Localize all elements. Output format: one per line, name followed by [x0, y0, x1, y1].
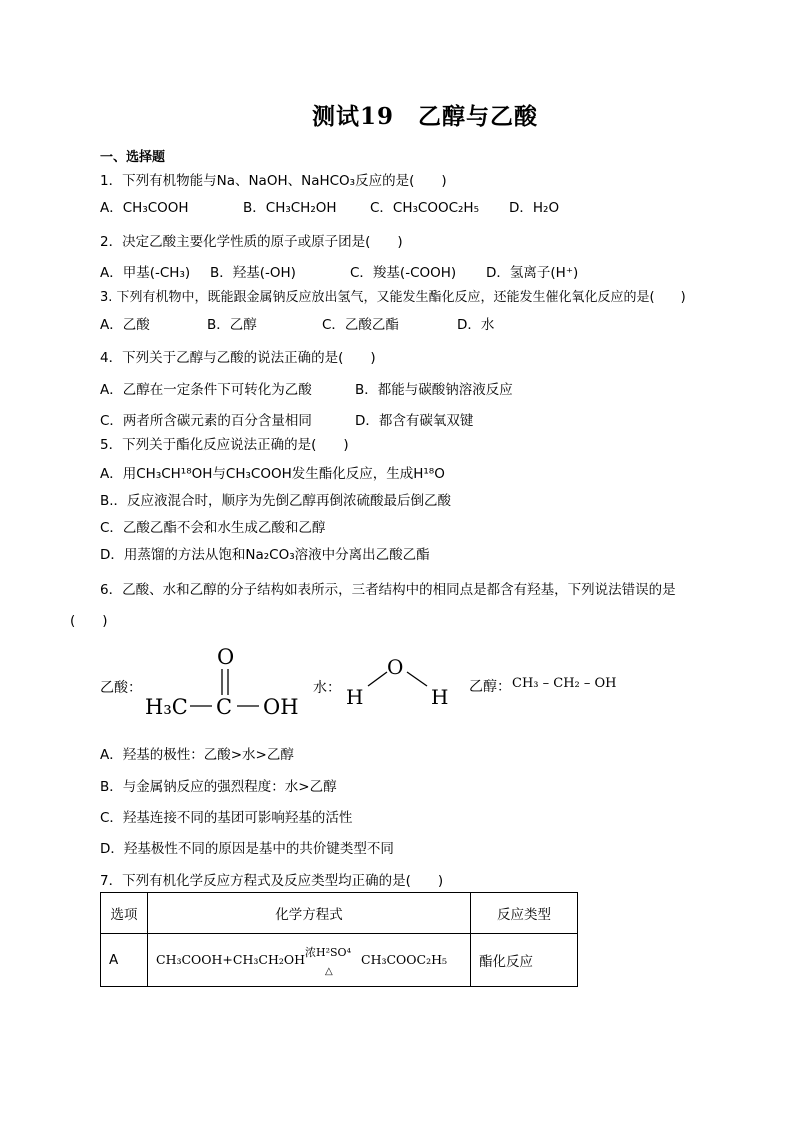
acid-oxygen-atom: O — [217, 645, 235, 669]
header-equation: 化学方程式 — [148, 893, 471, 934]
row-reaction-type: 酯化反应 — [471, 934, 578, 987]
question-2-option-b: B．羟基(-OH) — [210, 265, 296, 281]
question-4-option-b: B．都能与碳酸钠溶液反应 — [355, 382, 513, 398]
question-2-stem: 2．决定乙酸主要化学性质的原子或原子团是( ) — [100, 234, 403, 250]
question-5-option-d: D．用蒸馏的方法从饱和Na₂CO₃溶液中分离出乙酸乙酯 — [100, 547, 430, 563]
row-equation — [148, 934, 471, 987]
water-hydrogen-right: H — [431, 685, 449, 709]
question-4-option-d: D．都含有碳氧双键 — [355, 413, 474, 429]
water-hydrogen-left: H — [346, 685, 364, 709]
question-7-stem: 7．下列有机化学反应方程式及反应类型均正确的是( ) — [100, 873, 444, 889]
acid-hydroxyl-group: OH — [263, 695, 299, 719]
question-6-option-b: B．与金属钠反应的强烈程度：水>乙醇 — [100, 779, 337, 795]
catalyst-label: 浓H²SO⁴ — [305, 946, 351, 959]
question-6-answer-paren: ( ) — [70, 613, 108, 629]
question-2-option-a: A．甲基(-CH₃) — [100, 265, 191, 281]
question-3-option-c: C．乙酸乙酯 — [322, 317, 399, 333]
header-option: 选项 — [101, 893, 148, 934]
page-title: 测试19 乙醇与乙酸 — [311, 103, 538, 130]
acid-label: 乙酸： — [100, 680, 142, 696]
question-5-option-c: C．乙酸乙酯不会和水生成乙酸和乙醇 — [100, 520, 326, 536]
equation-reactants: CH₃COOH+CH₃CH₂OH — [156, 952, 306, 967]
question-6-option-d: D．羟基极性不同的原因是基中的共价键类型不同 — [100, 841, 394, 857]
water-structure — [342, 652, 457, 710]
acid-carbon-atom: C — [216, 695, 233, 719]
question-1-option-d: D．H₂O — [509, 200, 560, 216]
heat-symbol: △ — [325, 966, 333, 977]
question-4-stem: 4．下列关于乙醇与乙酸的说法正确的是( ) — [100, 350, 376, 366]
reaction-table — [100, 892, 578, 987]
question-1-option-a: A．CH₃COOH — [100, 200, 189, 216]
table-header-row — [101, 893, 578, 934]
equation-products: CH₃COOC₂H₅ — [361, 952, 448, 967]
header-reaction-type: 反应类型 — [471, 893, 578, 934]
water-label: 水： — [313, 680, 341, 696]
question-3-option-d: D．水 — [457, 317, 495, 333]
question-4-option-a: A．乙醇在一定条件下可转化为乙酸 — [100, 382, 312, 398]
ethanol-formula: CH₃ – CH₂ – OH — [512, 676, 617, 691]
acid-methyl-group: H₃C — [145, 695, 188, 719]
question-3-stem: 3. 下列有机物中，既能跟金属钠反应放出氢气，又能发生酯化反应，还能发生催化氧化反应的是( ) — [100, 290, 686, 305]
section-heading: 一、选择题 — [100, 150, 166, 165]
question-4-option-c: C．两者所含碳元素的百分含量相同 — [100, 413, 312, 429]
question-2-option-d: D．氢离子(H⁺) — [486, 265, 579, 281]
question-5-option-a: A．用CH₃CH¹⁸OH与CH₃COOH发生酯化反应，生成H¹⁸O — [100, 466, 445, 482]
acetic-acid-structure — [140, 642, 310, 722]
table-row — [101, 934, 578, 987]
question-2-option-c: C．羧基(-COOH) — [350, 265, 457, 281]
ethanol-label: 乙醇： — [469, 679, 511, 695]
water-oxygen-atom: O — [387, 655, 404, 679]
question-5-stem: 5．下列关于酯化反应说法正确的是( ) — [100, 437, 349, 453]
question-3-option-a: A．乙酸 — [100, 317, 150, 333]
question-1-option-c: C．CH₃COOC₂H₅ — [370, 200, 479, 216]
water-bond-left — [368, 672, 387, 686]
question-5-option-b: B.．反应液混合时，顺序为先倒乙醇再倒浓硫酸最后倒乙酸 — [100, 493, 452, 509]
reaction-condition — [305, 946, 361, 977]
question-6-stem: 6．乙酸、水和乙醇的分子结构如表所示，三者结构中的相同点是都含有羟基，下列说法错误的是 — [100, 582, 676, 598]
question-3-option-b: B．乙醇 — [207, 317, 257, 333]
question-6-option-c: C．羟基连接不同的基团可影响羟基的活性 — [100, 810, 353, 826]
water-bond-right — [407, 672, 427, 686]
question-6-option-a: A．羟基的极性：乙酸>水>乙醇 — [100, 747, 294, 763]
question-1-stem: 1．下列有机物能与Na、NaOH、NaHCO₃反应的是( ) — [100, 173, 447, 189]
question-1-option-b: B．CH₃CH₂OH — [243, 200, 337, 216]
row-option: A — [101, 934, 148, 987]
